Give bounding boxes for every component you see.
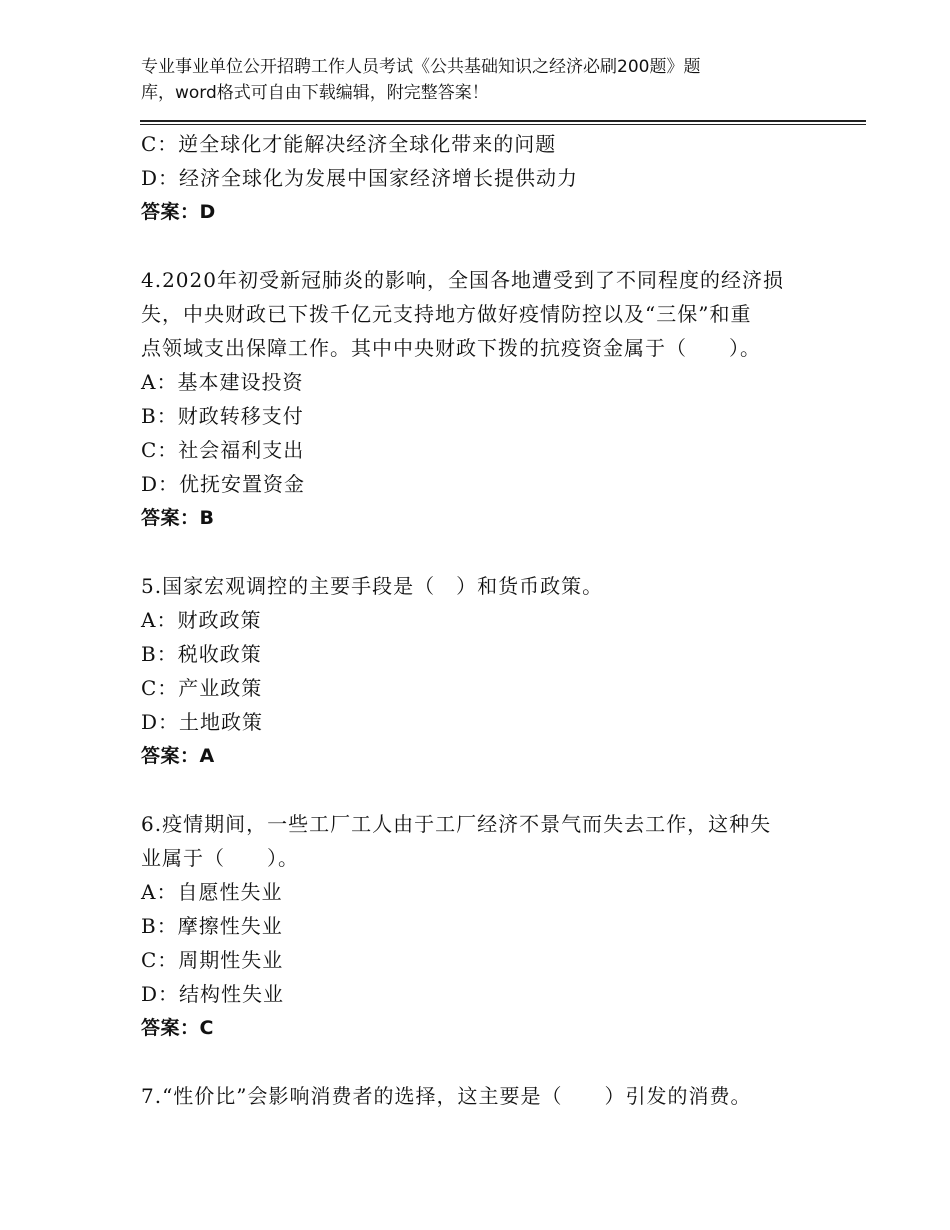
option-d: D：土地政策	[141, 710, 264, 734]
question-text-line: 6.疫情期间，一些工厂工人由于工厂经济不景气而失去工作，这种失	[141, 812, 772, 836]
header-rule-thin	[140, 124, 866, 125]
question-text-line: 点领域支出保障工作。其中中央财政下拨的抗疫资金属于（ ）。	[141, 336, 761, 360]
question-4	[141, 263, 841, 535]
option-a: A：基本建设投资	[141, 370, 304, 394]
question-6	[141, 807, 841, 1045]
answer: 答案：D	[141, 201, 216, 223]
spacer	[141, 773, 841, 807]
question-text-line: 失，中央财政已下拨千亿元支持地方做好疫情防控以及“三保”和重	[141, 302, 752, 326]
answer: 答案：C	[141, 1017, 214, 1039]
header-title-line-2: 库，word格式可自由下载编辑，附完整答案！	[141, 83, 489, 103]
option-a: A：财政政策	[141, 608, 262, 632]
spacer	[141, 1045, 841, 1079]
header-title-line-1: 专业事业单位公开招聘工作人员考试《公共基础知识之经济必刷200题》题	[141, 57, 701, 77]
question-text-line: 4.2020年初受新冠肺炎的影响，全国各地遭受到了不同程度的经济损	[141, 268, 784, 292]
spacer	[141, 229, 841, 263]
option-c: C：产业政策	[141, 676, 263, 700]
option-d: D：结构性失业	[141, 982, 285, 1006]
option-b: B：财政转移支付	[141, 404, 304, 428]
question-text-line: 5.国家宏观调控的主要手段是（ ）和货币政策。	[141, 574, 604, 598]
option-c: C：逆全球化才能解决经济全球化带来的问题	[141, 132, 557, 156]
question-5	[141, 569, 841, 773]
question-text-line: 7.“性价比”会影响消费者的选择，这主要是（ ）引发的消费。	[141, 1084, 752, 1108]
question-7	[141, 1079, 841, 1113]
option-c: C：周期性失业	[141, 948, 284, 972]
question-text-line: 业属于（ ）。	[141, 846, 299, 870]
header-rule-thick	[140, 120, 866, 122]
document-header	[141, 54, 781, 106]
question-3-tail	[141, 127, 841, 229]
option-b: B：税收政策	[141, 642, 262, 666]
option-c: C：社会福利支出	[141, 438, 305, 462]
option-d: D：优抚安置资金	[141, 472, 306, 496]
answer: 答案：B	[141, 507, 215, 529]
answer: 答案：A	[141, 745, 215, 767]
spacer	[141, 535, 841, 569]
option-b: B：摩擦性失业	[141, 914, 283, 938]
question-list	[141, 127, 841, 1113]
option-a: A：自愿性失业	[141, 880, 283, 904]
option-d: D：经济全球化为发展中国家经济增长提供动力	[141, 166, 579, 190]
